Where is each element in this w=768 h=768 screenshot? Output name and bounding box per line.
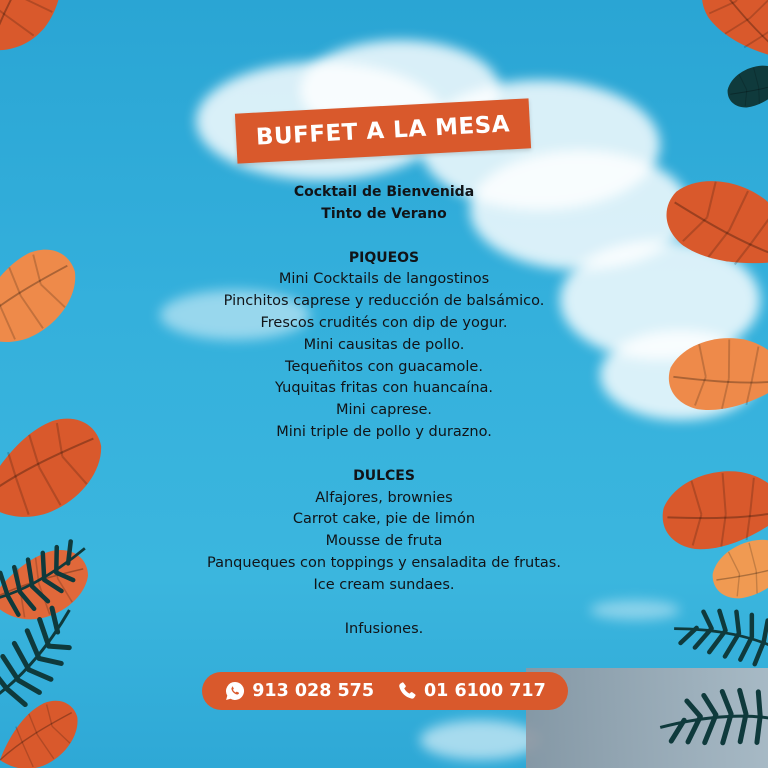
menu-item: Yuquitas fritas con huancaína. [274,380,494,397]
phone-contact[interactable] [396,680,546,702]
menu-block [150,182,618,640]
contact-pill [202,672,568,710]
phone-number: 01 6100 717 [424,681,546,701]
menu-item: Frescos crudités con dip de yogur. [260,314,508,331]
menu-item: Mini caprese. [335,402,433,419]
dulces-heading: DULCES [353,467,415,484]
menu-item: Mini Cocktails de langostinos [278,271,490,288]
menu-item: Mini triple de pollo y durazno. [276,423,492,440]
whatsapp-number: 913 028 575 [252,681,374,701]
menu-item: Mousse de fruta [325,533,443,550]
menu-item: Mini causitas de pollo. [303,336,465,353]
menu-item: Alfajores, brownies [315,489,453,506]
whatsapp-contact[interactable] [224,680,374,702]
phone-icon [396,680,418,702]
menu-item: Pinchitos caprese y reducción de balsámico. [223,293,545,310]
welcome-line-2: Tinto de Verano [321,205,447,222]
welcome-line-1: Cocktail de Bienvenida [293,184,475,200]
menu-item: Carrot cake, pie de limón [292,511,476,528]
menu-item: Panqueques con toppings y ensaladita de frutas. [207,554,561,571]
menu-item: Tequeñitos con guacamole. [285,358,483,375]
title-text: BUFFET A LA MESA [255,111,511,151]
closing-line: Infusiones. [344,620,424,637]
piqueos-heading: PIQUEOS [348,249,420,266]
whatsapp-icon [224,680,246,702]
menu-item: Ice cream sundaes. [313,576,455,593]
